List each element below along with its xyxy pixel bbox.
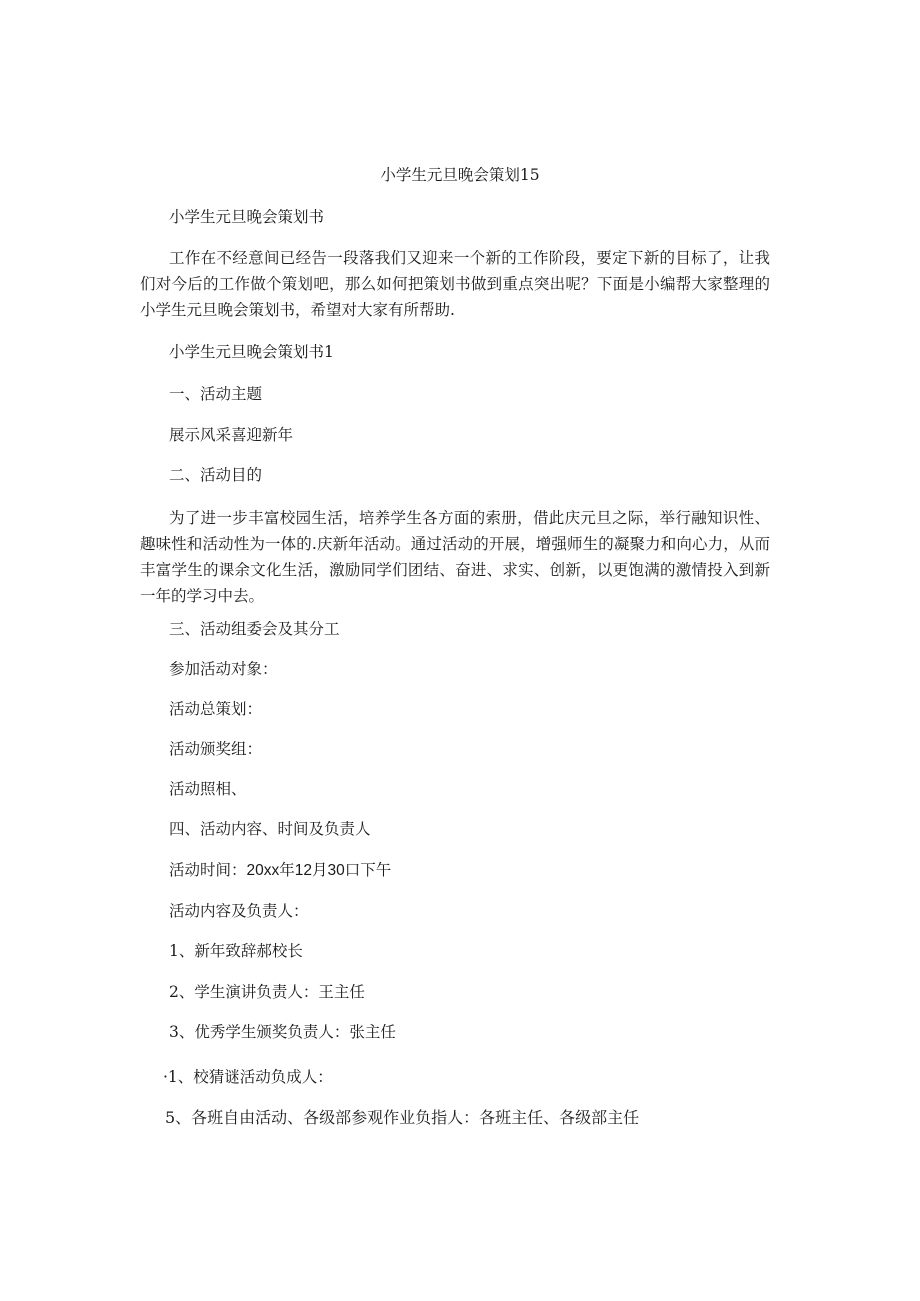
photo-line: 活动照相、: [169, 780, 247, 798]
document-title: 小学生元旦晚会策划15: [380, 166, 540, 184]
plan-title: 小学生元旦晚会策划书1: [169, 343, 334, 361]
section1-text: 展示风采喜迎新年: [169, 426, 294, 444]
list-item: 5、各班自由活动、各级部参观作业负指人：各班主任、各级部主任: [165, 1108, 640, 1127]
section2-paragraph: 为了进一步丰富校园生活，培养学生各方面的索册，借此庆元旦之际，举行融知识性、趣味性和活动性为一体的.庆新年活动。通过活动的开展，增强师生的凝聚力和向心力，从而丰富学生的课余文化生活，激励同学们团结、奋进、求实、创新，以更饱满的激情投入到新一年的学习中去。: [140, 509, 770, 605]
awards-group-line: 活动颁奖组：: [169, 740, 263, 758]
list-item: 1、新年致辞郝校长: [169, 942, 303, 960]
list-item: 2、学生演讲负责人：王主任: [169, 983, 365, 1001]
document-subtitle: 小学生元旦晚会策划书: [169, 208, 325, 226]
intro-paragraph: 工作在不经意间已经告一段落我们又迎来一个新的工作阶段，要定下新的目标了，让我们对今后的工作做个策划吧，那么如何把策划书做到重点突出呢？下面是小编帮大家整理的小学生元旦晚会策划书，希望对大家有所帮助.: [140, 249, 770, 319]
time-line: [169, 860, 391, 881]
list-item: 3、优秀学生颁奖负责人：张主任: [169, 1023, 396, 1041]
participants-line: 参加活动对象：: [169, 660, 278, 678]
list-item: ·1、校猜谜活动负成人：: [163, 1068, 333, 1086]
section2-heading: 二、活动目的: [169, 466, 263, 484]
time-value: 20xx年12月30口下午: [246, 862, 392, 879]
section3-heading: 三、活动组委会及其分工: [169, 620, 340, 638]
planner-line: 活动总策划：: [169, 700, 263, 718]
content-label: 活动内容及负责人：: [169, 902, 309, 920]
section4-heading: 四、活动内容、时间及负责人: [169, 820, 371, 838]
section1-heading: 一、活动主题: [169, 385, 263, 403]
time-label: 活动时间：: [169, 861, 247, 879]
